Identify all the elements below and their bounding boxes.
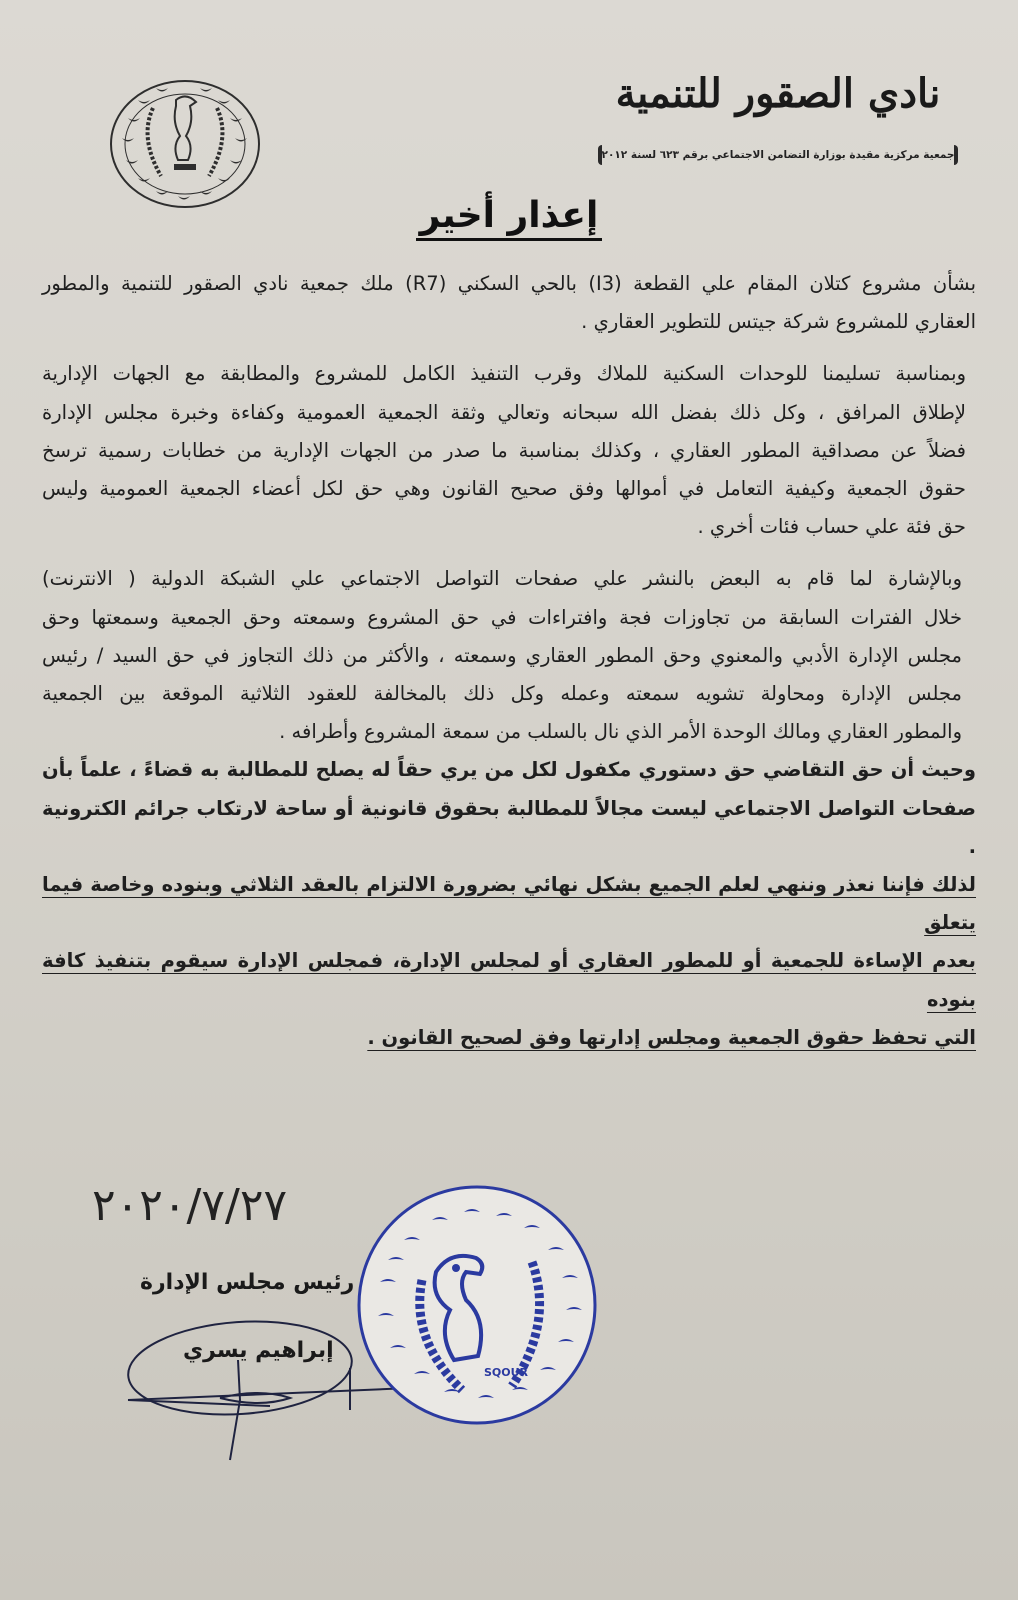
signatory-name: إبراهيم يسري <box>183 1338 334 1363</box>
text-line: التي تحفظ حقوق الجمعية ومجلس إدارتها وفق لصحيح القانون . <box>367 1025 976 1049</box>
text-line: لإطلاق المرافق ، وكل ذلك بفضل الله سبحانه وتعالي وثقة الجمعية العمومية وكفاءة وخبرة مجلس الإدارة <box>42 400 966 424</box>
text-line: خلال الفترات السابقة من تجاوزات فجة وافتراءات في حق المشروع وسمعته وحق الجمعية وسمعتها وحق <box>42 605 962 629</box>
svg-text:SQOUR: SQOUR <box>484 1366 529 1379</box>
bar-cap-left <box>598 145 602 165</box>
text-line: والمطور العقاري ومالك الوحدة الأمر الذي نال بالسلب من سمعة المشروع وأطرافه . <box>279 720 962 744</box>
text-line: مجلس الإدارة ومحاولة تشويه سمعته وعمله وكل ذلك بالمخالفة للعقود الثلاثية الموقعة بين الجمعية <box>42 682 962 706</box>
text-line: مجلس الإدارة الأدبي والمعنوي وحق المطور العقاري وسمعته ، والأكثر من ذلك التجاوز في حق السيد / رئيس <box>42 643 962 667</box>
text-line: وبمناسبة تسليمنا للوحدات السكنية للملاك وقرب التنفيذ الكامل للمشروع والمطابقة مع الجهات الإدارية <box>42 362 966 386</box>
document-title <box>0 195 1018 236</box>
registration-bar <box>598 144 958 166</box>
paragraph-1 <box>42 265 976 341</box>
registration-text: جمعية مركزية مقيدة بوزارة التضامن الاجتماعي برقم ٦٢٣ لسنة ٢٠١٢ <box>601 149 955 161</box>
club-name: نادي الصقور للتنمية <box>615 70 941 117</box>
paragraph-4 <box>42 751 976 866</box>
text-line: وحيث أن حق التقاضي حق دستوري مكفول لكل من يري حقاً له يصلح للمطالبة به قضاءً ، علماً بأن <box>42 758 976 782</box>
text-line: وبالإشارة لما قام به البعض بالنشر علي صفحات التواصل الاجتماعي علي الشبكة الدولية ( الانترنت) <box>42 567 962 591</box>
paragraph-3 <box>42 560 976 751</box>
bar-cap-right <box>954 145 958 165</box>
letter-body <box>42 265 976 1057</box>
text-line: صفحات التواصل الاجتماعي ليست مجالاً للمطالبة بحقوق قانونية أو ساحة لارتكاب جرائم الكترونية . <box>42 796 976 858</box>
text-line: العقاري للمشروع شركة جيتس للتطوير العقاري . <box>581 310 976 334</box>
handwritten-date: ٢٠٢٠/٧/٢٧ <box>92 1180 288 1231</box>
text-line: حق فئة علي حساب فئات أخري . <box>697 515 966 539</box>
text-line: لذلك فإننا نعذر وننهي لعلم الجميع بشكل نهائي بضرورة الالتزام بالعقد الثلاثي وبنوده وخاصة فيما يتعلق <box>42 873 976 935</box>
text-line: بشأن مشروع كتلان المقام علي القطعة (I3) بالحي السكني (R7) ملك جمعية نادي الصقور للتنمية والمطور <box>42 272 976 295</box>
signatory-title: رئيس مجلس الإدارة <box>140 1270 355 1295</box>
paragraph-5-underlined <box>42 866 976 1057</box>
text-line: بعدم الإساءة للجمعية أو للمطور العقاري أو لمجلس الإدارة، فمجلس الإدارة سيقوم بتنفيذ كافة بنوده <box>42 949 976 1011</box>
text-line: حقوق الجمعية وكيفية التعامل في أموالها وفق صحيح القانون وهي حق لكل أعضاء الجمعية العمومية وليس <box>42 477 966 501</box>
falcon-emblem-icon <box>108 78 262 210</box>
text-line: فضلاً عن مصداقية المطور العقاري ، وكذلك بمناسبة ما صدر من الجهات الإدارية من خطابات رسمية ترسخ <box>42 438 966 462</box>
title-text: إعذار أخير <box>416 195 603 241</box>
paragraph-2 <box>42 355 976 546</box>
club-seal-stamp-icon <box>352 1180 602 1430</box>
